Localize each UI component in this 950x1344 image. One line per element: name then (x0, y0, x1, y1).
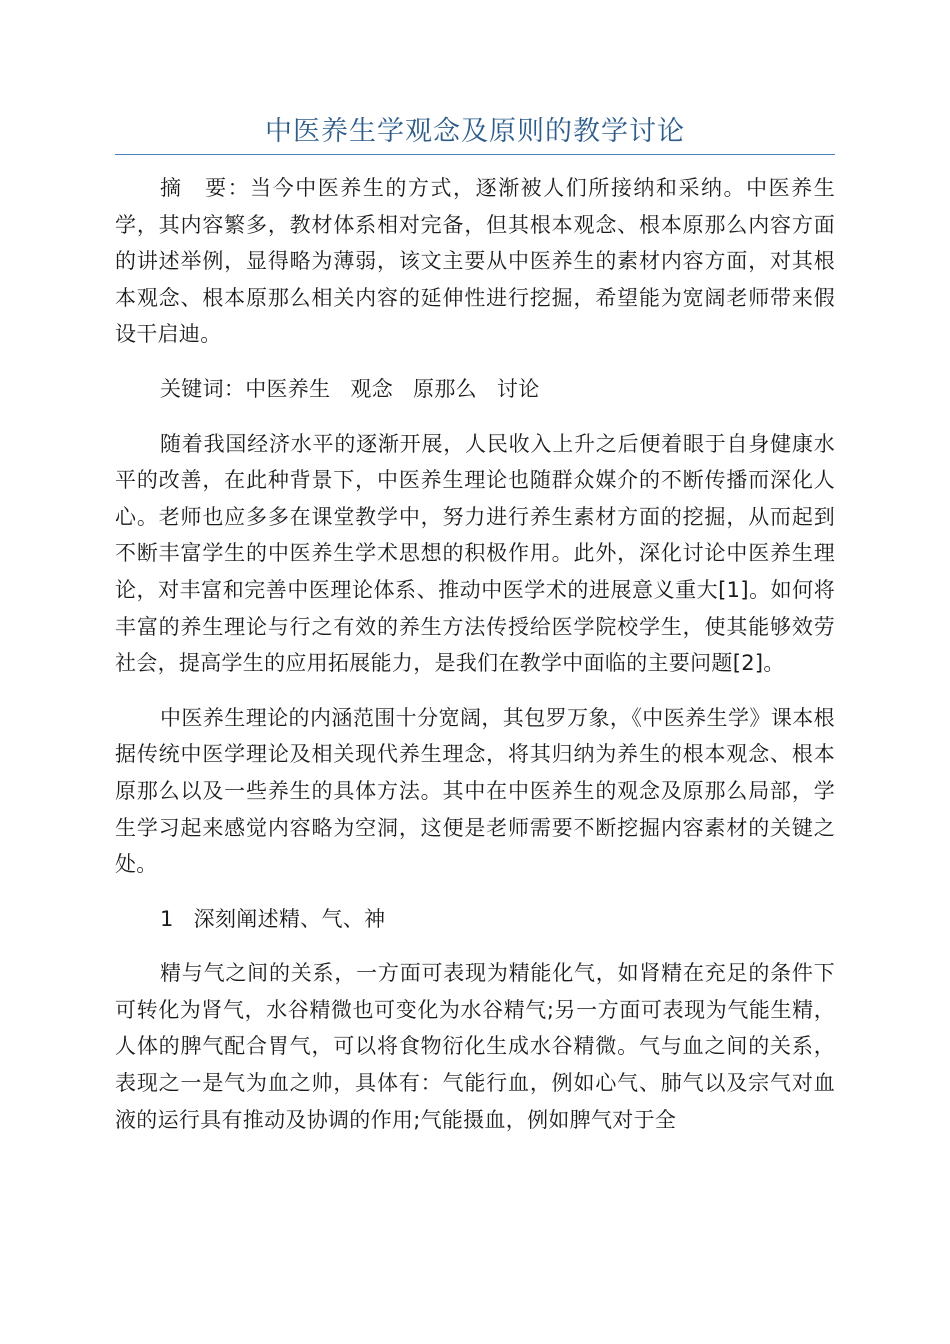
body-paragraph: 随着我国经济水平的逐渐开展，人民收入上升之后便着眼于自身健康水平的改善，在此种背景下，中医养生理论也随群众媒介的不断传播而深化人心。老师也应多多在课堂教学中，努力进行养生素材方面的挖掘，从而起到不断丰富学生的中医养生学术思想的积极作用。此外，深化讨论中医养生理论，对丰富和完善中医理论体系、推动中医学术的进展意义重大[1]。如何将丰富的养生理论与行之有效的养生方法传授给医学院校学生，使其能够效劳社会，提高学生的应用拓展能力，是我们在教学中面临的主要问题[2]。 (115, 431, 835, 676)
section-number: 1 (160, 906, 174, 931)
body-paragraph: 精与气之间的关系，一方面可表现为精能化气，如肾精在充足的条件下可转化为肾气，水谷精微也可变化为水谷精气;另一方面可表现为气能生精，人体的脾气配合胃气，可以将食物衍化生成水谷精微。气与血之间的关系，表现之一是气为血之帅，具体有：气能行血，例如心气、肺气以及宗气对血液的运行具有推动及协调的作用;气能摄血，例如脾气对于全 (115, 961, 835, 1132)
keyword: 中医养生 (245, 376, 331, 401)
keyword: 讨论 (496, 376, 540, 401)
document-title: 中医养生学观念及原则的教学讨论 (265, 116, 685, 147)
keyword: 原那么 (413, 376, 477, 401)
keyword: 观念 (350, 376, 394, 401)
body-paragraph: 中医养生理论的内涵范围十分宽阔，其包罗万象，《中医养生学》课本根据传统中医学理论及相关现代养生理念，将其归纳为养生的根本观念、根本原那么以及一些养生的具体方法。其中在中医养生的观念及原那么局部，学生学习起来感觉内容略为空洞，这便是老师需要不断挖掘内容素材的关键之处。 (115, 705, 835, 877)
keywords-label: 关键词： (160, 376, 246, 401)
title-underline (115, 154, 835, 155)
document-body (115, 170, 835, 1156)
section-title: 深刻阐述精、气、神 (193, 906, 386, 931)
section-heading (115, 901, 835, 938)
abstract-paragraph: 摘 要：当今中医养生的方式，逐渐被人们所接纳和采纳。中医养生学，其内容繁多，教材体系相对完备，但其根本观念、根本原那么内容方面的讲述举例，显得略为薄弱，该文主要从中医养生的素材内容方面，对其根本观念、根本原那么相关内容的延伸性进行挖掘，希望能为宽阔老师带来假设干启迪。 (115, 176, 835, 347)
keywords-line (115, 371, 835, 408)
